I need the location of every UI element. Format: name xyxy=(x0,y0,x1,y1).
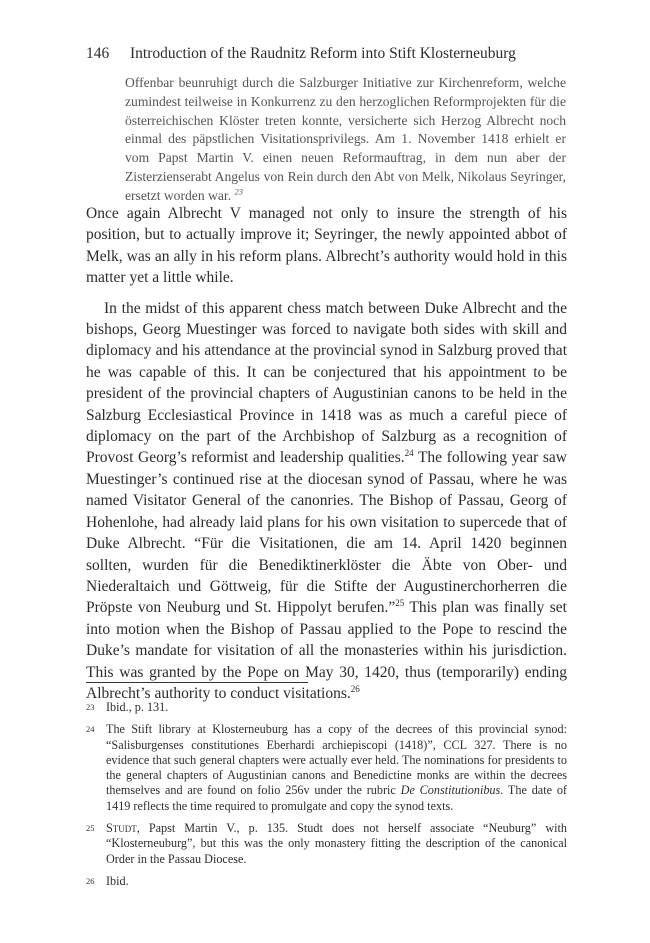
footnote-number: 23 xyxy=(86,702,95,712)
footnote-number: 24 xyxy=(86,724,95,735)
running-title: Introduction of the Raudnitz Reform into Stift Klosterneuburg xyxy=(130,45,516,62)
footnote-ref-24[interactable]: 24 xyxy=(404,448,414,459)
footnote-ref-25[interactable]: 25 xyxy=(395,598,405,609)
paragraph-2 xyxy=(86,298,567,705)
block-quote xyxy=(125,74,566,206)
paragraph-1: Once again Albrecht V managed not only to insure the strength of his position, but to actually improve it; Seyringer, the newly appointed abbot of Melk, was an ally in his reform plans. Albrecht’s authority would hold in this matter yet a little while. xyxy=(86,205,567,287)
footnote-text: Ibid., p. 131. xyxy=(106,700,169,714)
running-header xyxy=(86,44,566,64)
footnote-separator xyxy=(86,682,308,683)
footnote-number: 26 xyxy=(86,875,95,886)
footnote-ref-26[interactable]: 26 xyxy=(350,683,360,694)
footnote-text-part: . The date of 1419 reflects the time required to promulgate and copy the synod texts. xyxy=(106,783,567,813)
body-text xyxy=(86,203,567,704)
footnotes xyxy=(86,700,567,896)
footnote-24 xyxy=(86,722,567,814)
footnote-author: Studt xyxy=(106,821,137,836)
footnote-ref-23[interactable]: 23 xyxy=(234,186,243,197)
footnote-23 xyxy=(86,700,567,715)
footnote-text-part: , Papst Martin V., p. 135. Studt does not herself associate “Neuburg” with “Klosterneuburg”, but this was the only monastery fitting the description of the canonical Order in the Passau Diocese. xyxy=(106,821,567,866)
paragraph-2-part-1: In the midst of this apparent chess match between Duke Albrecht and the bishops, Georg Muestinger was forced to navigate both sides with skill and diplomacy and his attendance at the provincial synod in Salzburg proved that he was capable of this. It can be conjectured that his appointment to be president of the provincial chapters of Augustinian canons to be held in the Salzburg Ecclesiastical Province in 1418 was as much a careful piece of diplomacy on the part of the Archbishop of Salzburg as a recognition of Provost Georg’s reformist and leadership qualities. xyxy=(86,299,567,467)
footnote-text xyxy=(106,821,567,867)
footnote-rubric: De Constitutionibus xyxy=(400,783,501,798)
block-quote-text: Offenbar beunruhigt durch die Salzburger Initiative zur Kirchenreform, welche zumindest teilweise in Konkurrenz zu den herzoglichen Reformprojekten für die österreichischen Klöster treten konnte, versicherte sich Herzog Albrecht noch einmal des päpstlichen Visitationsprivilegs. Am 1. November 1418 erhielt er vom Papst Martin V. einen neuen Reformauftrag, in dem nun aber der Zisterzienserabt Angelus von Rein durch den Abt von Melk, Nikolaus Seyringer, ersetzt worden war. xyxy=(125,75,566,203)
footnote-25 xyxy=(86,821,567,867)
paragraph-2-part-2: The following year saw Muestinger’s continued rise at the diocesan synod of Passau, where he was named Visitator General of the canonries. The Bishop of Passau, Georg of Hohenlohe, had already laid plans for his own visitation to supercede that of Duke Albrecht. “Für die Visitationen, die am 14. April 1420 beginnen sollten, wurden für die Benediktinerklöster die Äbte von Ober- und Niederaltaich und Göttweig, für die Stifte der Augustinerchorherren die Pröpste von Neuburg und St. Hippolyt berufen.” xyxy=(86,449,567,617)
footnote-text xyxy=(106,722,567,814)
footnote-text-part: The Stift library at Klosterneuburg has a copy of the decrees of this provincial synod: “Salisburgenses constitutiones Eberhardi archiepiscopi (1418)”, CCL 327. There is no evidence that such general chapters were actually ever held. The nominations for presidents to the general chapters of Augustinian canons and Benedictine monks are within the decrees themselves and are found on folio 256v under the rubric xyxy=(106,722,567,798)
footnote-text: Ibid. xyxy=(106,873,129,888)
page-number: 146 xyxy=(86,45,110,62)
paragraph-2-part-3: This plan was finally set into motion when the Bishop of Passau applied to the Pope to rescind the Duke’s mandate for visitation of all the monasteries within his jurisdiction. This was granted by the Pope on May 30, 1420, thus (temporarily) ending Albrecht’s authority to conduct visitations. xyxy=(86,599,567,702)
footnote-number: 25 xyxy=(86,823,95,834)
footnote-26 xyxy=(86,874,567,889)
